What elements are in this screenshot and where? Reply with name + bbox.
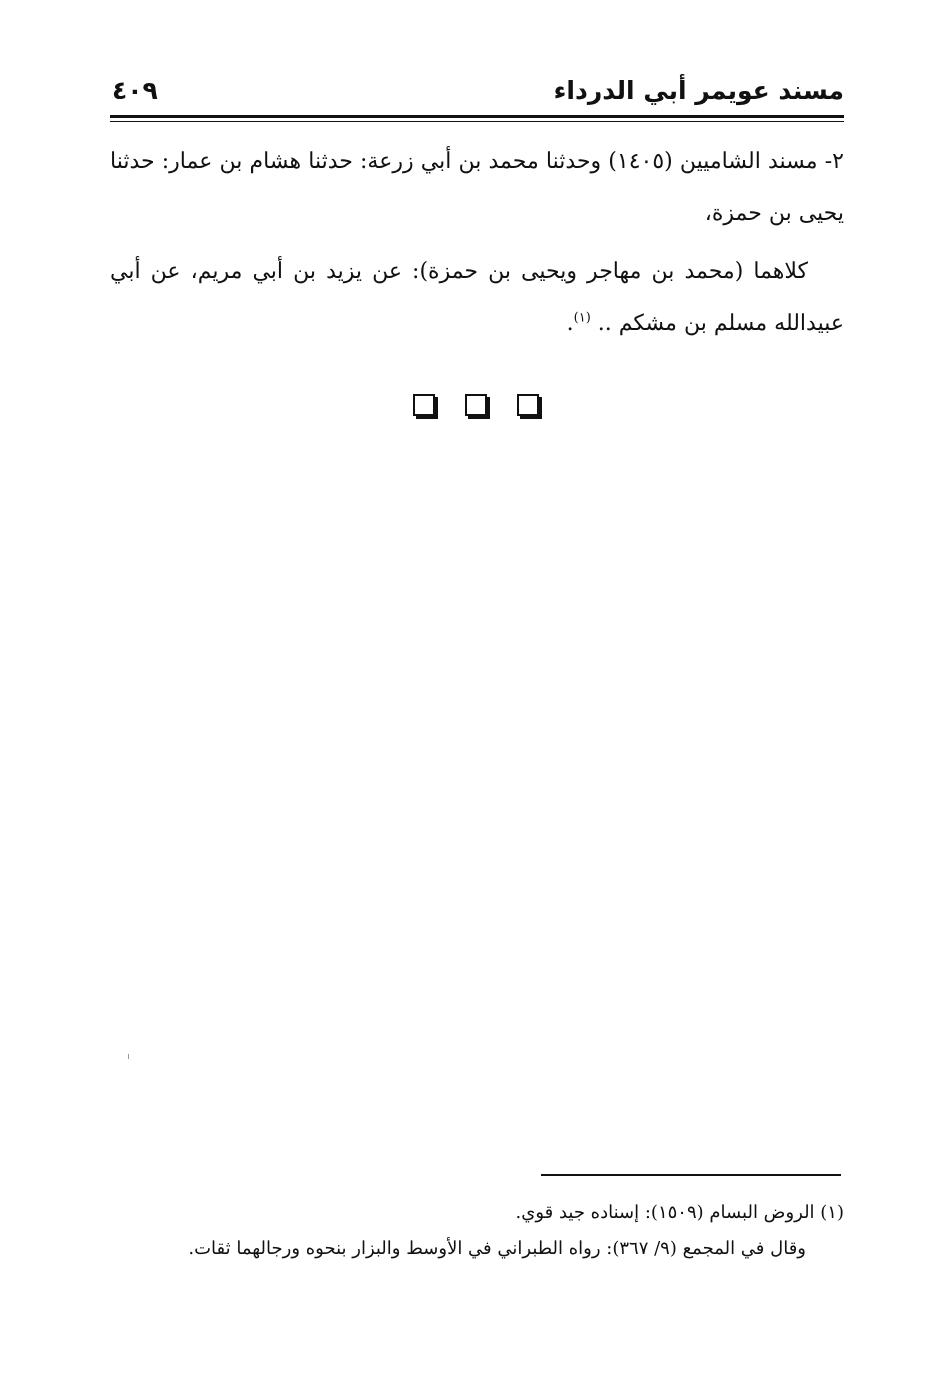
paragraph (110, 246, 844, 350)
footnote-rule (541, 1174, 841, 1176)
page-header (110, 74, 844, 114)
paragraph-text: كلاهما (محمد بن مهاجر ويحيى بن حمزة): عن يزيد بن أبي مريم، عن أبي عبيدالله مسلم بن مشكم .. (110, 259, 844, 336)
box-icon (413, 394, 435, 416)
footnote-reference: (١) (573, 310, 591, 326)
page-number: ٤٠٩ (112, 76, 158, 105)
paragraph: ٢- مسند الشاميين (١٤٠٥) وحدثنا محمد بن أبي زرعة: حدثنا هشام بن عمار: حدثنا يحيى بن حمزة، (110, 149, 844, 226)
box-icon (465, 394, 487, 416)
main-text (110, 136, 844, 356)
header-rule-thin (110, 121, 844, 122)
footnotes (110, 1195, 844, 1267)
end-mark: . (566, 311, 574, 336)
running-title: مسند عويمر أبي الدرداء (553, 76, 844, 105)
stray-mark (128, 1054, 129, 1059)
box-icon (517, 394, 539, 416)
footnote: (١) الروض البسام (١٥٠٩): إسناده جيد قوي. (515, 1202, 844, 1223)
footnote-continuation: وقال في المجمع (٩/ ٣٦٧): رواه الطبراني في الأوسط والبزار بنحوه ورجالهما ثقات. (188, 1238, 806, 1259)
header-rule (110, 115, 844, 118)
section-separator (0, 394, 952, 416)
